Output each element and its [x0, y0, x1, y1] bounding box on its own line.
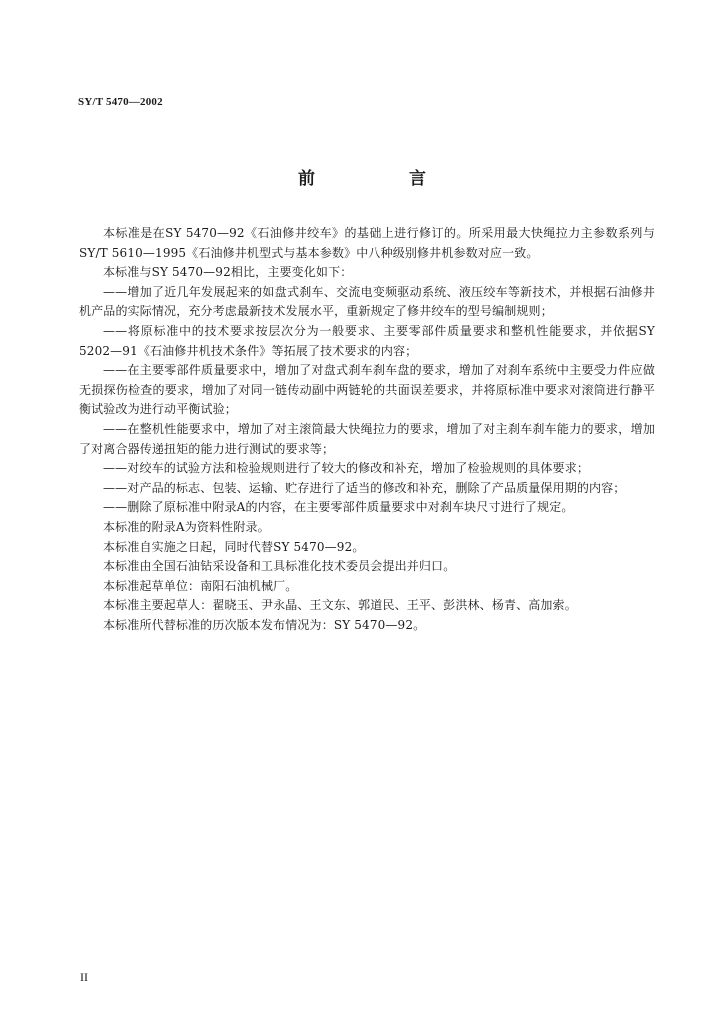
paragraph: 本标准由全国石油钻采设备和工具标准化技术委员会提出并归口。	[103, 559, 456, 574]
paragraph: 本标准的附录A为资料性附录。	[103, 519, 270, 534]
paragraph: 本标准所代替标准的历次版本发布情况为：SY 5470—92。	[103, 617, 426, 632]
paragraph: ——在整机性能要求中，增加了对主滚筒最大快绳拉力的要求，增加了对主刹车刹车能力的要求，增加了对离合器传递扭矩的能力进行测试的要求等；	[79, 421, 655, 456]
paragraph: 本标准与SY 5470—92相比，主要变化如下：	[103, 265, 353, 280]
paragraph: 本标准主要起草人：翟晓玉、尹永晶、王文东、郭道民、王平、彭洪林、杨青、高加索。	[103, 598, 577, 613]
paragraph: 本标准是在SY 5470—92《石油修井绞车》的基础上进行修订的。所采用最大快绳拉力主参数系列与SY/T 5610—1995《石油修井机型式与基本参数》中八种级别修井机参数对应一致。	[79, 226, 655, 260]
paragraph: ——删除了原标准中附录A的内容，在主要零部件质量要求中对刹车块尺寸进行了规定。	[103, 500, 574, 515]
page-number: II	[80, 970, 88, 984]
paragraph: ——对产品的标志、包装、运输、贮存进行了适当的修改和补充，删除了产品质量保用期的内容；	[103, 480, 626, 495]
paragraph: ——在主要零部件质量要求中，增加了对盘式刹车刹车盘的要求，增加了对刹车系统中主要受力件应做无损探伤检查的要求，增加了对同一链传动副中两链轮的共面误差要求，并将原标准中要求对滚筒进行静平衡试验改为进行动平衡试验；	[79, 363, 655, 417]
paragraph: 本标准起草单位：南阳石油机械厂。	[103, 578, 298, 593]
standard-code: SY/T 5470—2002	[78, 96, 163, 108]
paragraph: ——增加了近几年发展起来的如盘式刹车、交流电变频驱动系统、液压绞车等新技术，并根据石油修井机产品的实际情况，充分考虑最新技术发展水平，重新规定了修井绞车的型号编制规则；	[79, 284, 655, 319]
paragraph: ——对绞车的试验方法和检验规则进行了较大的修改和补充，增加了检验规则的具体要求；	[103, 461, 590, 476]
paragraph: 本标准自实施之日起，同时代替SY 5470—92。	[103, 539, 365, 554]
page-title: 前 言	[298, 169, 470, 189]
paragraph: ——将原标准中的技术要求按层次分为一般要求、主要零部件质量要求和整机性能要求，并依据SY 5202—91《石油修井机技术条件》等拓展了技术要求的内容；	[79, 323, 655, 358]
foreword-body	[79, 224, 655, 635]
